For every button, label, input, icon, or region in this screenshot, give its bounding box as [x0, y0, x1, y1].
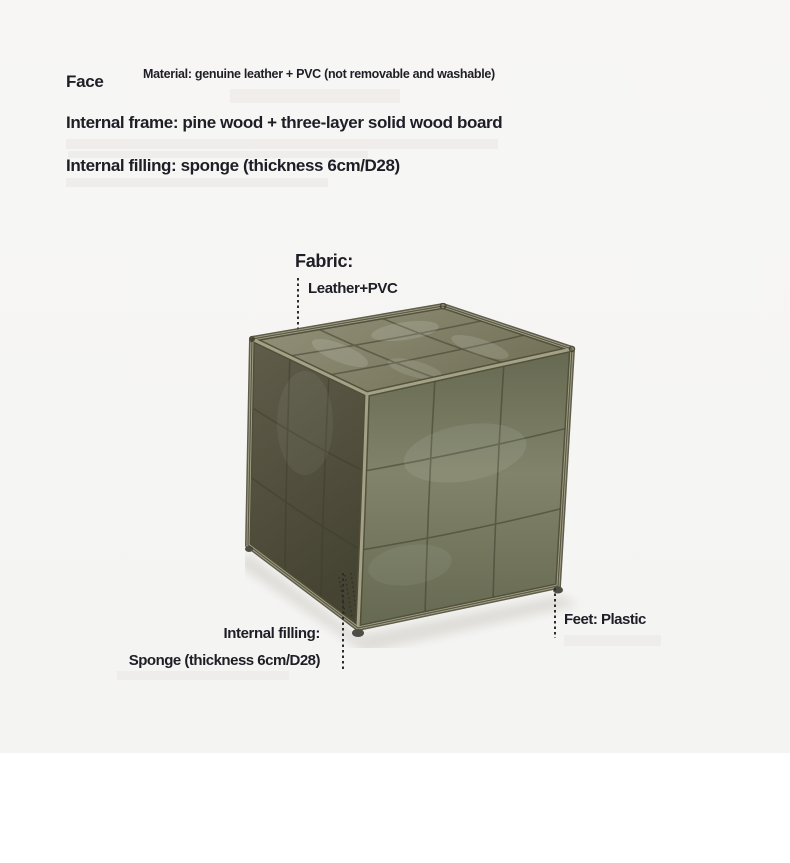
ottoman-cube-photo	[245, 303, 590, 648]
filling-connector-line	[342, 573, 344, 672]
material-note: Material: genuine leather + PVC (not removable and washable)	[143, 67, 495, 81]
artifact-bar	[230, 89, 400, 103]
feet-callout-label: Feet: Plastic	[564, 611, 646, 628]
filling-callout-value: Sponge (thickness 6cm/D28)	[128, 652, 320, 669]
ottoman-cube-svg	[245, 303, 590, 648]
face-label: Face	[66, 72, 104, 91]
fabric-callout-label: Fabric:	[295, 251, 353, 271]
fabric-callout-value: Leather+PVC	[308, 280, 398, 297]
artifact-bar	[117, 671, 289, 680]
internal-frame-text: Internal frame: pine wood + three-layer solid wood board	[66, 113, 503, 132]
internal-filling-text: Internal filling: sponge (thickness 6cm/D28)	[66, 156, 400, 175]
feet-connector-line	[554, 588, 556, 638]
filling-callout-label: Internal filling:	[223, 625, 320, 642]
artifact-bar	[66, 139, 498, 149]
artifact-bar	[66, 178, 328, 187]
